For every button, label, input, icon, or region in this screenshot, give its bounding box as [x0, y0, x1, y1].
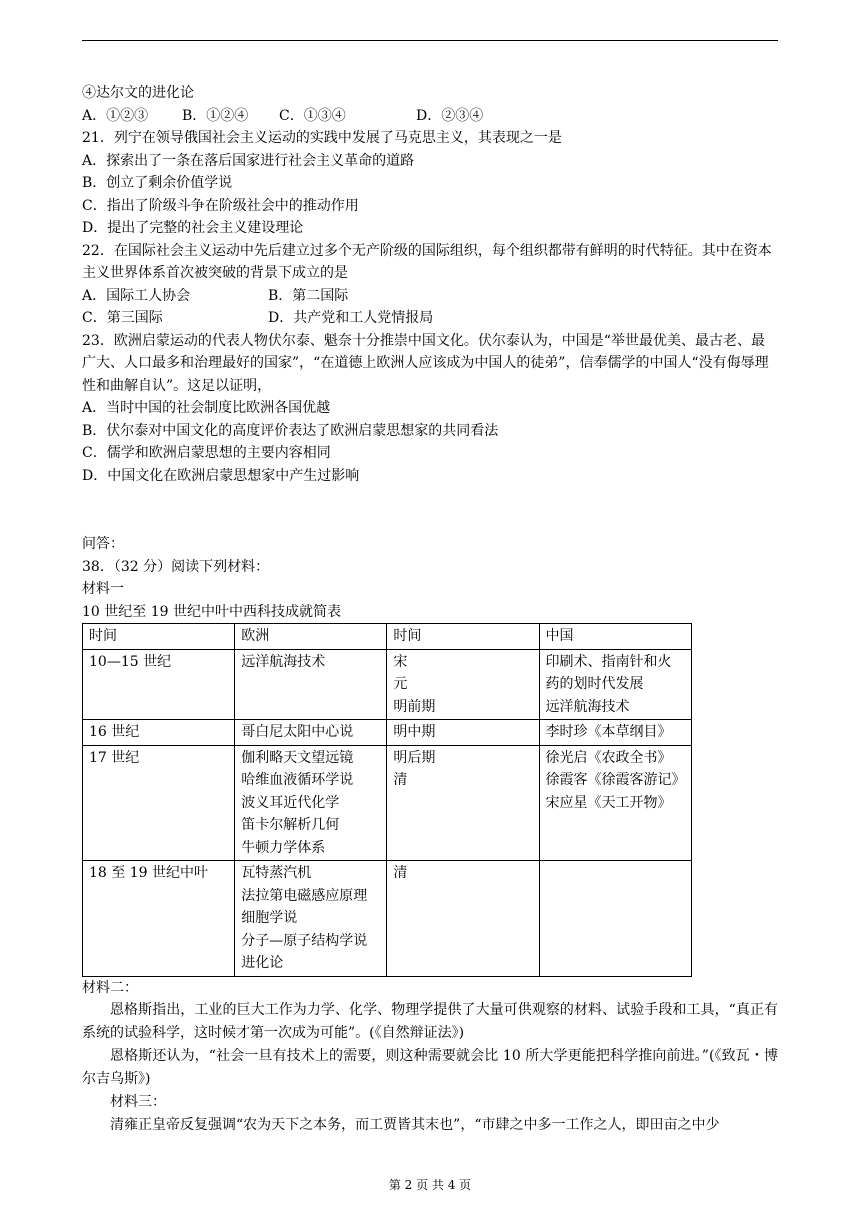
material3-paragraph-1: 清雍正皇帝反复强调“农为天下之本务，而工贾皆其末也”，“市肆之中多一工作之人，即田亩之中少: [110, 1117, 720, 1133]
table-cell: 远洋航海技术: [235, 649, 387, 720]
material3-label: 材料三：: [110, 1094, 166, 1110]
table-cell: 16 世纪: [83, 720, 235, 746]
q21-option-a: A．探索出了一条在落后国家进行社会主义革命的道路: [82, 152, 415, 169]
page-content: [82, 82, 778, 1137]
material2-paragraph-2: 恩格斯还认为，“社会一旦有技术上的需要，则这种需要就会比 10 所大学更能把科学推向前进。”(《致瓦・博尔吉乌斯》): [82, 1048, 778, 1087]
q22-option-c: C．第三国际: [82, 310, 163, 326]
spacer: [82, 487, 778, 533]
table-row: [83, 720, 692, 746]
table-caption: 10 世纪至 19 世纪中叶中西科技成就简表: [82, 603, 341, 620]
page-footer: 第 2 页 共 4 页: [388, 1178, 472, 1192]
material2-label: 材料二：: [82, 979, 138, 996]
q20-item4: ④达尔文的进化论: [82, 85, 194, 101]
table-cell: 伽利略天文望远镜 哈维血液循环学说 波义耳近代化学 笛卡尔解析几何 牛顿力学体系: [235, 745, 387, 861]
q20-option-c: C．①③④: [279, 107, 346, 124]
table-row: [83, 745, 692, 861]
q23-stem: 23．欧洲启蒙运动的代表人物伏尔泰、魁奈十分推崇中国文化。伏尔泰认为，中国是“举世最优美、最古老、最广大、人口最多和治理最好的国家”，“在道德上欧洲人应该成为中国人的徒弟”，信奉儒学的中国人“没有侮辱理性和曲解自认”。这足以证明，: [82, 332, 769, 394]
table-cell: 明后期 清: [387, 745, 539, 861]
table-cell: [539, 861, 691, 977]
q22-option-d: D．共产党和工人党情报局: [268, 310, 434, 326]
material2-paragraph-1: 恩格斯指出，工业的巨大工作为力学、化学、物理学提供了大量可供观察的材料、试验手段和工具，“真正有系统的试验科学，这时候才第一次成为可能”。(《自然辩证法》): [82, 1002, 778, 1041]
q23-option-b: B．伏尔泰对中国文化的高度评价表达了欧洲启蒙思想家的共同看法: [82, 422, 499, 439]
material1-label: 材料一: [82, 581, 124, 597]
table-cell: 印刷术、指南针和火 药的划时代发展 远洋航海技术: [539, 649, 691, 720]
table-cell: 18 至 19 世纪中叶: [83, 861, 235, 977]
q20-options: [82, 105, 778, 128]
q20-option-a: A．①②③: [82, 107, 149, 124]
table-cell: 17 世纪: [83, 745, 235, 861]
header-china: 中国: [539, 624, 691, 650]
q22-options-row2: [82, 307, 778, 330]
q38-stem: 38．（32 分）阅读下列材料：: [82, 558, 270, 575]
q22-stem: 22．在国际社会主义运动中先后建立过多个无产阶级的国际组织，每个组织都带有鲜明的时代特征。其中在资本主义世界体系首次被突破的背景下成立的是: [82, 242, 772, 281]
table-cell: 清: [387, 861, 539, 977]
table-cell: 李时珍《本草纲目》: [539, 720, 691, 746]
table-cell: 10—15 世纪: [83, 649, 235, 720]
q22-option-b: B．第二国际: [268, 287, 349, 304]
table-row: [83, 861, 692, 977]
table-row: [83, 649, 692, 720]
q21-option-c: C．指出了阶级斗争在阶级社会中的推动作用: [82, 197, 359, 214]
q21-stem: 21．列宁在领导俄国社会主义运动的实践中发展了马克思主义，其表现之一是: [82, 130, 562, 146]
header-time-china: 时间: [387, 624, 539, 650]
tech-achievements-table: [82, 623, 692, 977]
q21-option-b: B．创立了剩余价值学说: [82, 175, 233, 191]
q20-option-d: D．②③④: [416, 107, 484, 124]
table-cell: 徐光启《农政全书》 徐霞客《徐霞客游记》 宋应星《天工开物》: [539, 745, 691, 861]
header-europe: 欧洲: [235, 624, 387, 650]
header-rule: [82, 40, 778, 41]
q20-option-b: B．①②④: [182, 107, 249, 124]
essay-heading: 问答：: [82, 536, 124, 552]
q21-option-d: D．提出了完整的社会主义建设理论: [82, 220, 304, 236]
table-cell: 明中期: [387, 720, 539, 746]
q23-option-d: D．中国文化在欧洲启蒙思想家中产生过影响: [82, 467, 360, 484]
q23-option-a: A．当时中国的社会制度比欧洲各国优越: [82, 400, 331, 416]
q22-option-a: A．国际工人协会: [82, 287, 191, 304]
table-cell: 瓦特蒸汽机 法拉第电磁感应原理 细胞学说 分子—原子结构学说 进化论: [235, 861, 387, 977]
q23-option-c: C．儒学和欧洲启蒙思想的主要内容相同: [82, 445, 331, 461]
q22-options-row1: [82, 285, 778, 308]
table-cell: 宋 元 明前期: [387, 649, 539, 720]
table-header-row: [83, 624, 692, 650]
header-time-europe: 时间: [83, 624, 235, 650]
table-cell: 哥白尼太阳中心说: [235, 720, 387, 746]
